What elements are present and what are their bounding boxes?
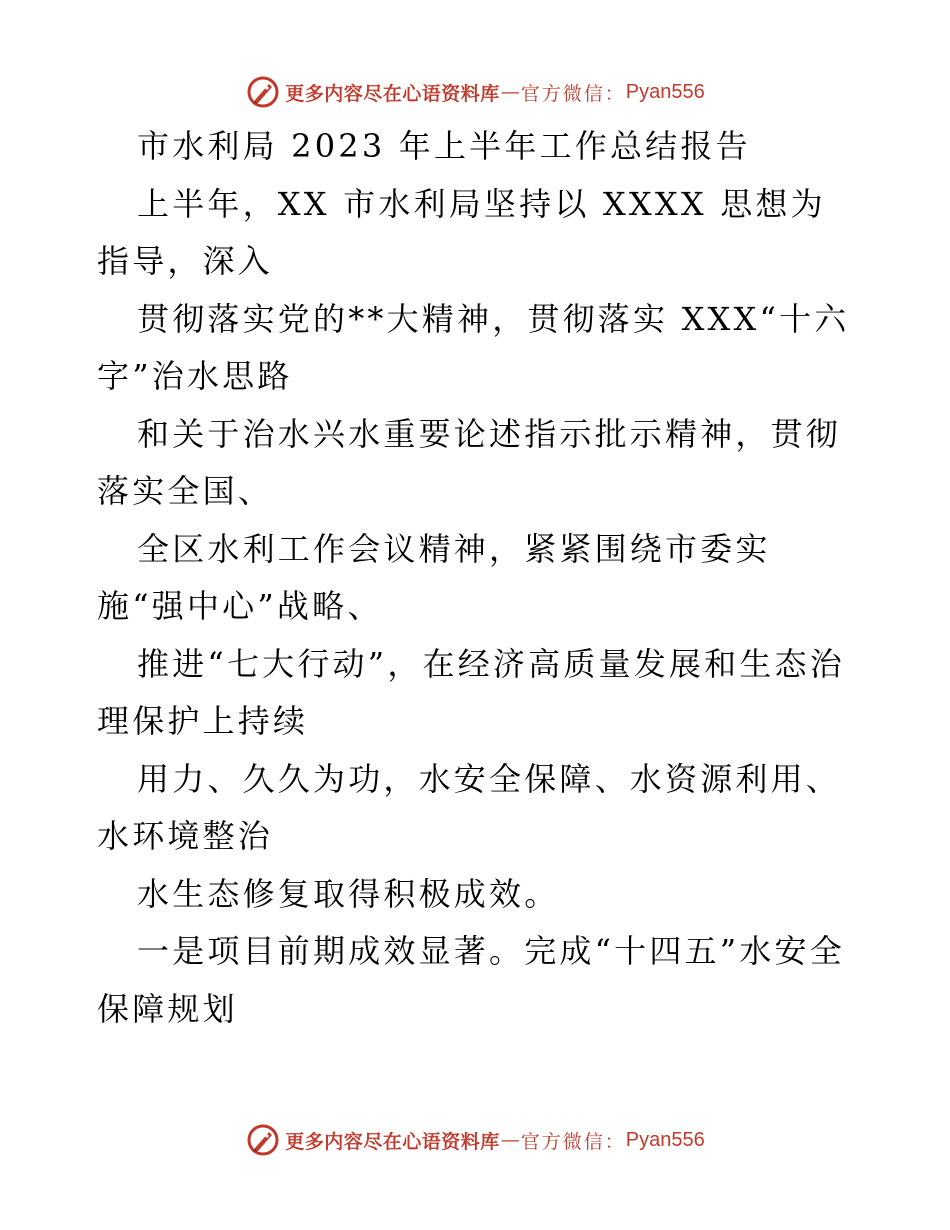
wechat-label: 官方微信：: [520, 1130, 626, 1153]
promo-text: 更多内容尽在心语资料库: [285, 82, 500, 105]
body-paragraph: 一是项目前期成效显著。完成“十四五”水安全保障规划: [97, 932, 845, 1028]
promo-text: 更多内容尽在心语资料库: [285, 1130, 500, 1153]
fountain-pen-seal-icon: [245, 74, 281, 110]
fountain-pen-seal-icon: [245, 1122, 281, 1158]
footer-watermark-banner: [0, 1120, 950, 1160]
body-paragraph: 用力、久久为功，水安全保障、水资源利用、水环境整治: [97, 759, 842, 855]
body-paragraph: 水生态修复取得积极成效。: [137, 874, 560, 913]
body-paragraph: 上半年，XX 市水利局坚持以 XXXX 思想为指导，深入: [97, 184, 826, 280]
body-paragraph: 贯彻落实党的**大精神，贯彻落实 XXX“十六字”治水思路: [97, 299, 850, 395]
header-watermark-banner: [0, 72, 950, 112]
body-paragraph: 和关于治水兴水重要论述指示批示精神，贯彻落实全国、: [97, 414, 842, 510]
document-title: 市水利局 2023 年上半年工作总结报告: [137, 127, 751, 165]
wechat-id: Pyan556: [625, 1128, 705, 1151]
body-paragraph: 推进“七大行动”，在经济高质量发展和生态治理保护上持续: [97, 644, 845, 740]
separator-dash: —: [500, 1129, 520, 1151]
separator-dash: —: [500, 81, 520, 103]
wechat-id: Pyan556: [625, 80, 705, 103]
wechat-label: 官方微信：: [520, 82, 626, 105]
body-paragraph: 全区水利工作会议精神，紧紧围绕市委实施“强中心”战略、: [97, 529, 771, 625]
document-body: [97, 118, 857, 1038]
